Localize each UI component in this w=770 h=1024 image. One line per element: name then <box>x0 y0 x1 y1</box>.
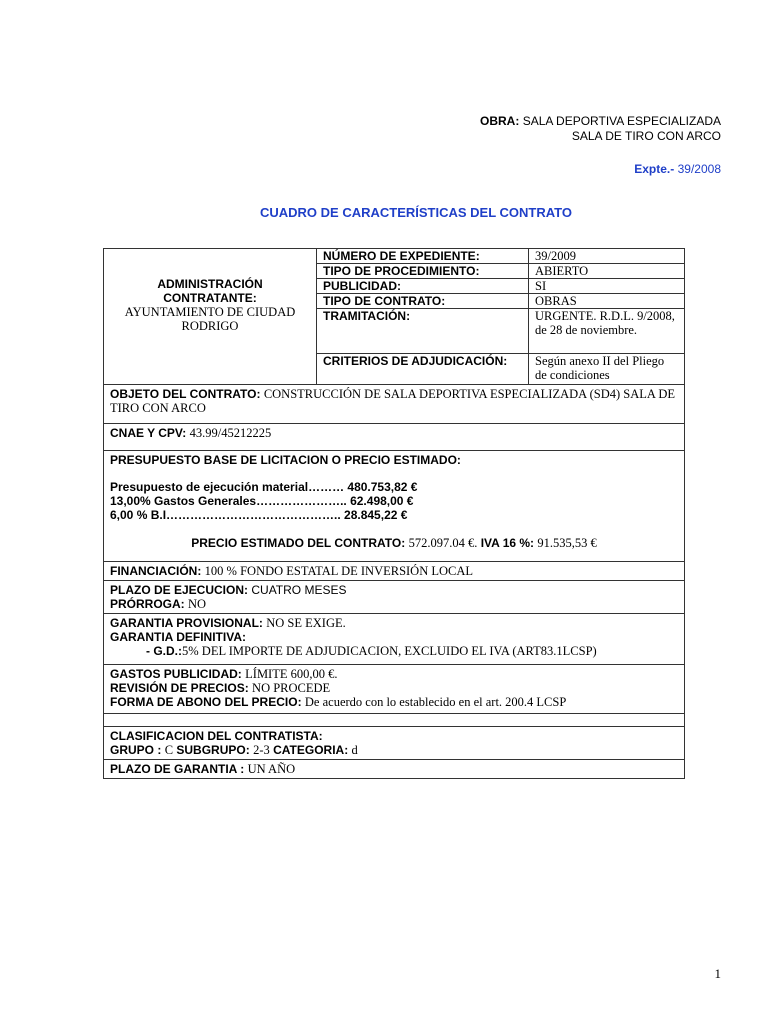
precio-estimado-line <box>110 536 678 550</box>
document-title: CUADRO DE CARACTERÍSTICAS DEL CONTRATO <box>259 205 572 220</box>
plazo-garantia-cell <box>104 760 685 779</box>
detail-value: Según anexo II del Pliego de condiciones <box>529 354 685 385</box>
financiacion-cell <box>104 562 685 581</box>
detail-value: URGENTE. R.D.L. 9/2008, de 28 de noviembre. <box>529 309 685 354</box>
revision-line <box>110 681 678 695</box>
contract-characteristics-table <box>103 248 685 779</box>
plazo-line <box>110 583 678 597</box>
presupuesto-line-3: 6,00 % B.I…………………………………….. 28.845,22 € <box>110 508 408 522</box>
table-row <box>104 385 685 424</box>
prorroga-label: PRÓRROGA: <box>110 597 185 611</box>
document-header <box>321 114 721 144</box>
plazo-cell <box>104 581 685 614</box>
prorroga-line <box>110 597 678 611</box>
table-row <box>104 714 685 727</box>
objeto-label: OBJETO DEL CONTRATO: <box>110 387 261 401</box>
gastos-line <box>110 667 678 681</box>
table-row <box>104 727 685 760</box>
revision-label: REVISIÓN DE PRECIOS: <box>110 681 249 695</box>
garantia-provisional-label: GARANTIA PROVISIONAL: <box>110 616 263 630</box>
detail-label: TIPO DE PROCEDIMIENTO: <box>317 264 529 279</box>
grupo-label: GRUPO : <box>110 743 162 757</box>
table-row <box>104 424 685 451</box>
precio-label: PRECIO ESTIMADO DEL CONTRATO: <box>191 536 406 550</box>
detail-label: CRITERIOS DE ADJUDICACIÓN: <box>317 354 529 385</box>
detail-label: TIPO DE CONTRATO: <box>317 294 529 309</box>
gd-line <box>110 644 678 658</box>
admin-value: AYUNTAMIENTO DE CIUDAD RODRIGO <box>124 305 296 333</box>
categoria-label: CATEGORIA: <box>273 743 349 757</box>
forma-abono-label: FORMA DE ABONO DEL PRECIO: <box>110 695 302 709</box>
detail-value: ABIERTO <box>529 264 685 279</box>
presupuesto-line-1: Presupuesto de ejecución material……… 480.753,82 € <box>110 480 418 494</box>
subgrupo-value: 2-3 <box>253 743 270 757</box>
garantia-provisional-line <box>110 616 678 630</box>
obra-value-1: SALA DEPORTIVA ESPECIALIZADA <box>522 114 721 128</box>
revision-value: NO PROCEDE <box>252 681 331 695</box>
expediente-reference <box>634 162 721 176</box>
cnae-value: 43.99/45212225 <box>189 426 272 440</box>
prorroga-value: NO <box>188 597 207 611</box>
clasificacion-heading: CLASIFICACION DEL CONTRATISTA: <box>110 729 323 743</box>
objeto-value: CONSTRUCCIÓN DE SALA DEPORTIVA ESPECIALIZADA (SD4) SALA DE TIRO CON ARCO <box>110 387 676 415</box>
table-row <box>104 665 685 714</box>
gd-value: 5% DEL IMPORTE DE ADJUDICACION, EXCLUIDO EL IVA (ART83.1LCSP) <box>182 644 597 658</box>
objeto-cell <box>104 385 685 424</box>
admin-cell <box>104 249 317 385</box>
detail-label: TRAMITACIÓN: <box>317 309 529 354</box>
financiacion-label: FINANCIACIÓN: <box>110 564 202 578</box>
detail-value: SI <box>529 279 685 294</box>
financiacion-value: 100 % FONDO ESTATAL DE INVERSIÓN LOCAL <box>204 564 474 578</box>
expte-value: 39/2008 <box>677 162 721 176</box>
admin-label-1: ADMINISTRACIÓN <box>157 277 263 291</box>
empty-row <box>104 714 685 727</box>
plazo-garantia-value: UN AÑO <box>247 762 296 776</box>
clasificacion-cell <box>104 727 685 760</box>
obra-line-1 <box>321 114 721 129</box>
detail-label: PUBLICIDAD: <box>317 279 529 294</box>
iva-label: IVA 16 %: <box>480 536 535 550</box>
plazo-label: PLAZO DE EJECUCION: <box>110 583 249 597</box>
gastos-cell <box>104 665 685 714</box>
table-row <box>104 451 685 562</box>
table-row <box>104 581 685 614</box>
grupo-value: C <box>164 743 174 757</box>
expte-label: Expte.- <box>634 162 675 176</box>
subgrupo-label: SUBGRUPO: <box>176 743 250 757</box>
plazo-garantia-label: PLAZO DE GARANTIA : <box>110 762 245 776</box>
garantias-cell <box>104 614 685 665</box>
table-row <box>104 249 685 264</box>
detail-value: OBRAS <box>529 294 685 309</box>
gastos-label: GASTOS PUBLICIDAD: <box>110 667 242 681</box>
table-row <box>104 562 685 581</box>
plazo-value: CUATRO MESES <box>251 583 347 597</box>
cnae-label: CNAE Y CPV: <box>110 426 187 440</box>
forma-abono-line <box>110 695 678 709</box>
cnae-cell <box>104 424 685 451</box>
obra-value-2: SALA DE TIRO CON ARCO <box>571 129 721 143</box>
page-number: 1 <box>714 966 721 981</box>
table-row <box>104 614 685 665</box>
admin-label-2: CONTRATANTE: <box>163 291 257 305</box>
forma-abono-value: De acuerdo con lo establecido en el art. 200.4 LCSP <box>304 695 567 709</box>
presupuesto-line-2: 13,00% Gastos Generales………………….. 62.498,00 € <box>110 494 414 508</box>
detail-value: 39/2009 <box>529 249 685 264</box>
iva-value: 91.535,53 € <box>537 536 597 550</box>
detail-label: NÚMERO DE EXPEDIENTE: <box>317 249 529 264</box>
gastos-value: LÍMITE 600,00 €. <box>245 667 338 681</box>
categoria-value: d <box>351 743 358 757</box>
garantia-provisional-value: NO SE EXIGE. <box>266 616 346 630</box>
garantia-definitiva-label: GARANTIA DEFINITIVA: <box>110 630 246 644</box>
precio-value: 572.097.04 €. <box>408 536 478 550</box>
presupuesto-cell <box>104 451 685 562</box>
table-row <box>104 760 685 779</box>
grupo-line <box>110 743 678 757</box>
presupuesto-heading: PRESUPUESTO BASE DE LICITACION O PRECIO ESTIMADO: <box>110 453 461 467</box>
obra-label: OBRA: <box>480 114 520 128</box>
gd-label: - G.D.: <box>146 644 182 658</box>
